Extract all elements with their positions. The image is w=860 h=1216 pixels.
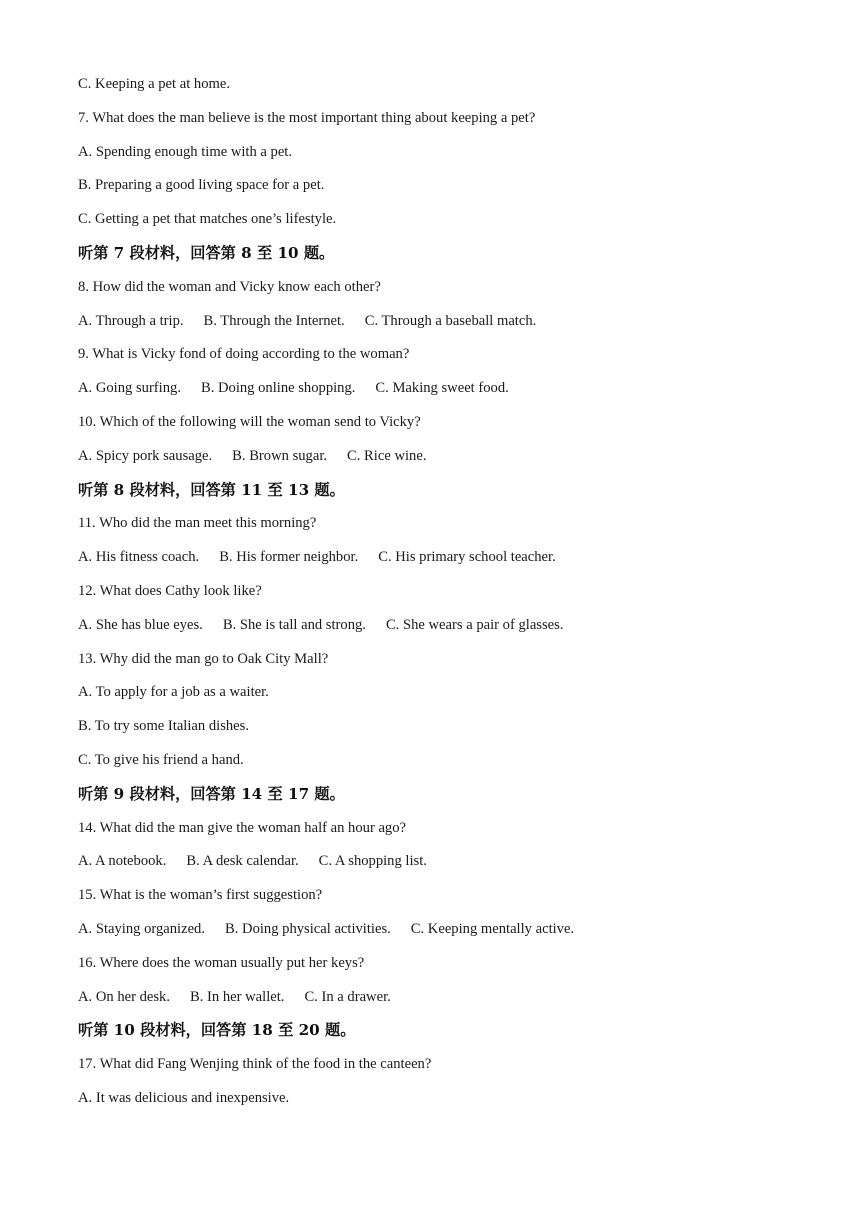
- question-text: 12. What does Cathy look like?: [78, 582, 262, 599]
- answer-options-row: [78, 305, 798, 339]
- section-heading: 听第 7 段材料，回答第 8 至 10 题。: [78, 243, 335, 262]
- answer-option: B. Brown sugar.: [232, 447, 328, 464]
- answer-option: B. Doing online shopping.: [200, 380, 356, 397]
- question-text: 10. Which of the following will the woman send to Vicky?: [78, 413, 421, 430]
- answer-option: B. Through the Internet.: [203, 312, 345, 329]
- answer-option: C. A shopping list.: [318, 853, 427, 870]
- answer-option: B. To try some Italian dishes.: [78, 718, 249, 735]
- answer-options-row: [78, 845, 798, 879]
- answer-option: C. Through a baseball match.: [364, 312, 537, 329]
- answer-option: A. Spicy pork sausage.: [78, 447, 213, 464]
- answer-option: A. Going surfing.: [78, 380, 181, 397]
- answer-option: C. In a drawer.: [304, 988, 391, 1005]
- page-content: [78, 68, 798, 1116]
- answer-option: B. In her wallet.: [190, 988, 285, 1005]
- answer-option: B. Doing physical activities.: [225, 920, 391, 937]
- section-heading: 听第 8 段材料，回答第 11 至 13 题。: [78, 480, 345, 499]
- answer-options-row: [78, 609, 798, 643]
- question-text: 8. How did the woman and Vicky know each other?: [78, 278, 381, 295]
- answer-option: A. To apply for a job as a waiter.: [78, 684, 269, 701]
- question-text: 17. What did Fang Wenjing think of the food in the canteen?: [78, 1056, 432, 1073]
- answer-options-row: [78, 440, 798, 474]
- answer-option: C. Keeping mentally active.: [410, 920, 575, 937]
- answer-option: A. His fitness coach.: [78, 549, 200, 566]
- answer-option: A. It was delicious and inexpensive.: [78, 1089, 290, 1106]
- answer-option: B. His former neighbor.: [219, 549, 359, 566]
- answer-option: A. Spending enough time with a pet.: [78, 143, 293, 160]
- section-heading: 听第 10 段材料，回答第 18 至 20 题。: [78, 1021, 356, 1040]
- question-text: 13. Why did the man go to Oak City Mall?: [78, 650, 329, 667]
- answer-option: B. A desk calendar.: [186, 853, 299, 870]
- answer-option: B. Preparing a good living space for a pet.: [78, 177, 325, 194]
- answer-option: C. To give his friend a hand.: [78, 751, 244, 768]
- question-text: 11. Who did the man meet this morning?: [78, 515, 317, 532]
- answer-option: C. Making sweet food.: [375, 380, 509, 397]
- answer-option: B. She is tall and strong.: [222, 616, 366, 633]
- answer-option: A. A notebook.: [78, 853, 167, 870]
- question-text: 15. What is the woman’s first suggestion?: [78, 887, 323, 904]
- answer-option: A. Through a trip.: [78, 312, 184, 329]
- answer-option: A. She has blue eyes.: [78, 616, 203, 633]
- answer-option: A. Staying organized.: [78, 920, 205, 937]
- question-text: 16. Where does the woman usually put her keys?: [78, 954, 365, 971]
- answer-options-row: [78, 981, 798, 1015]
- answer-options-row: [78, 913, 798, 947]
- answer-options-row: [78, 541, 798, 575]
- answer-options-row: [78, 372, 798, 406]
- answer-option: C. Rice wine.: [347, 447, 427, 464]
- answer-option: C. Getting a pet that matches one’s lifestyle.: [78, 211, 337, 228]
- question-text: 14. What did the man give the woman half an hour ago?: [78, 819, 406, 836]
- answer-option: A. On her desk.: [78, 988, 171, 1005]
- question-text: 9. What is Vicky fond of doing according to the woman?: [78, 346, 410, 363]
- section-heading: 听第 9 段材料，回答第 14 至 17 题。: [78, 784, 345, 803]
- answer-option: C. His primary school teacher.: [378, 549, 556, 566]
- question-text: 7. What does the man believe is the most important thing about keeping a pet?: [78, 109, 536, 126]
- answer-option: C. She wears a pair of glasses.: [385, 616, 564, 633]
- answer-option: C. Keeping a pet at home.: [78, 76, 230, 92]
